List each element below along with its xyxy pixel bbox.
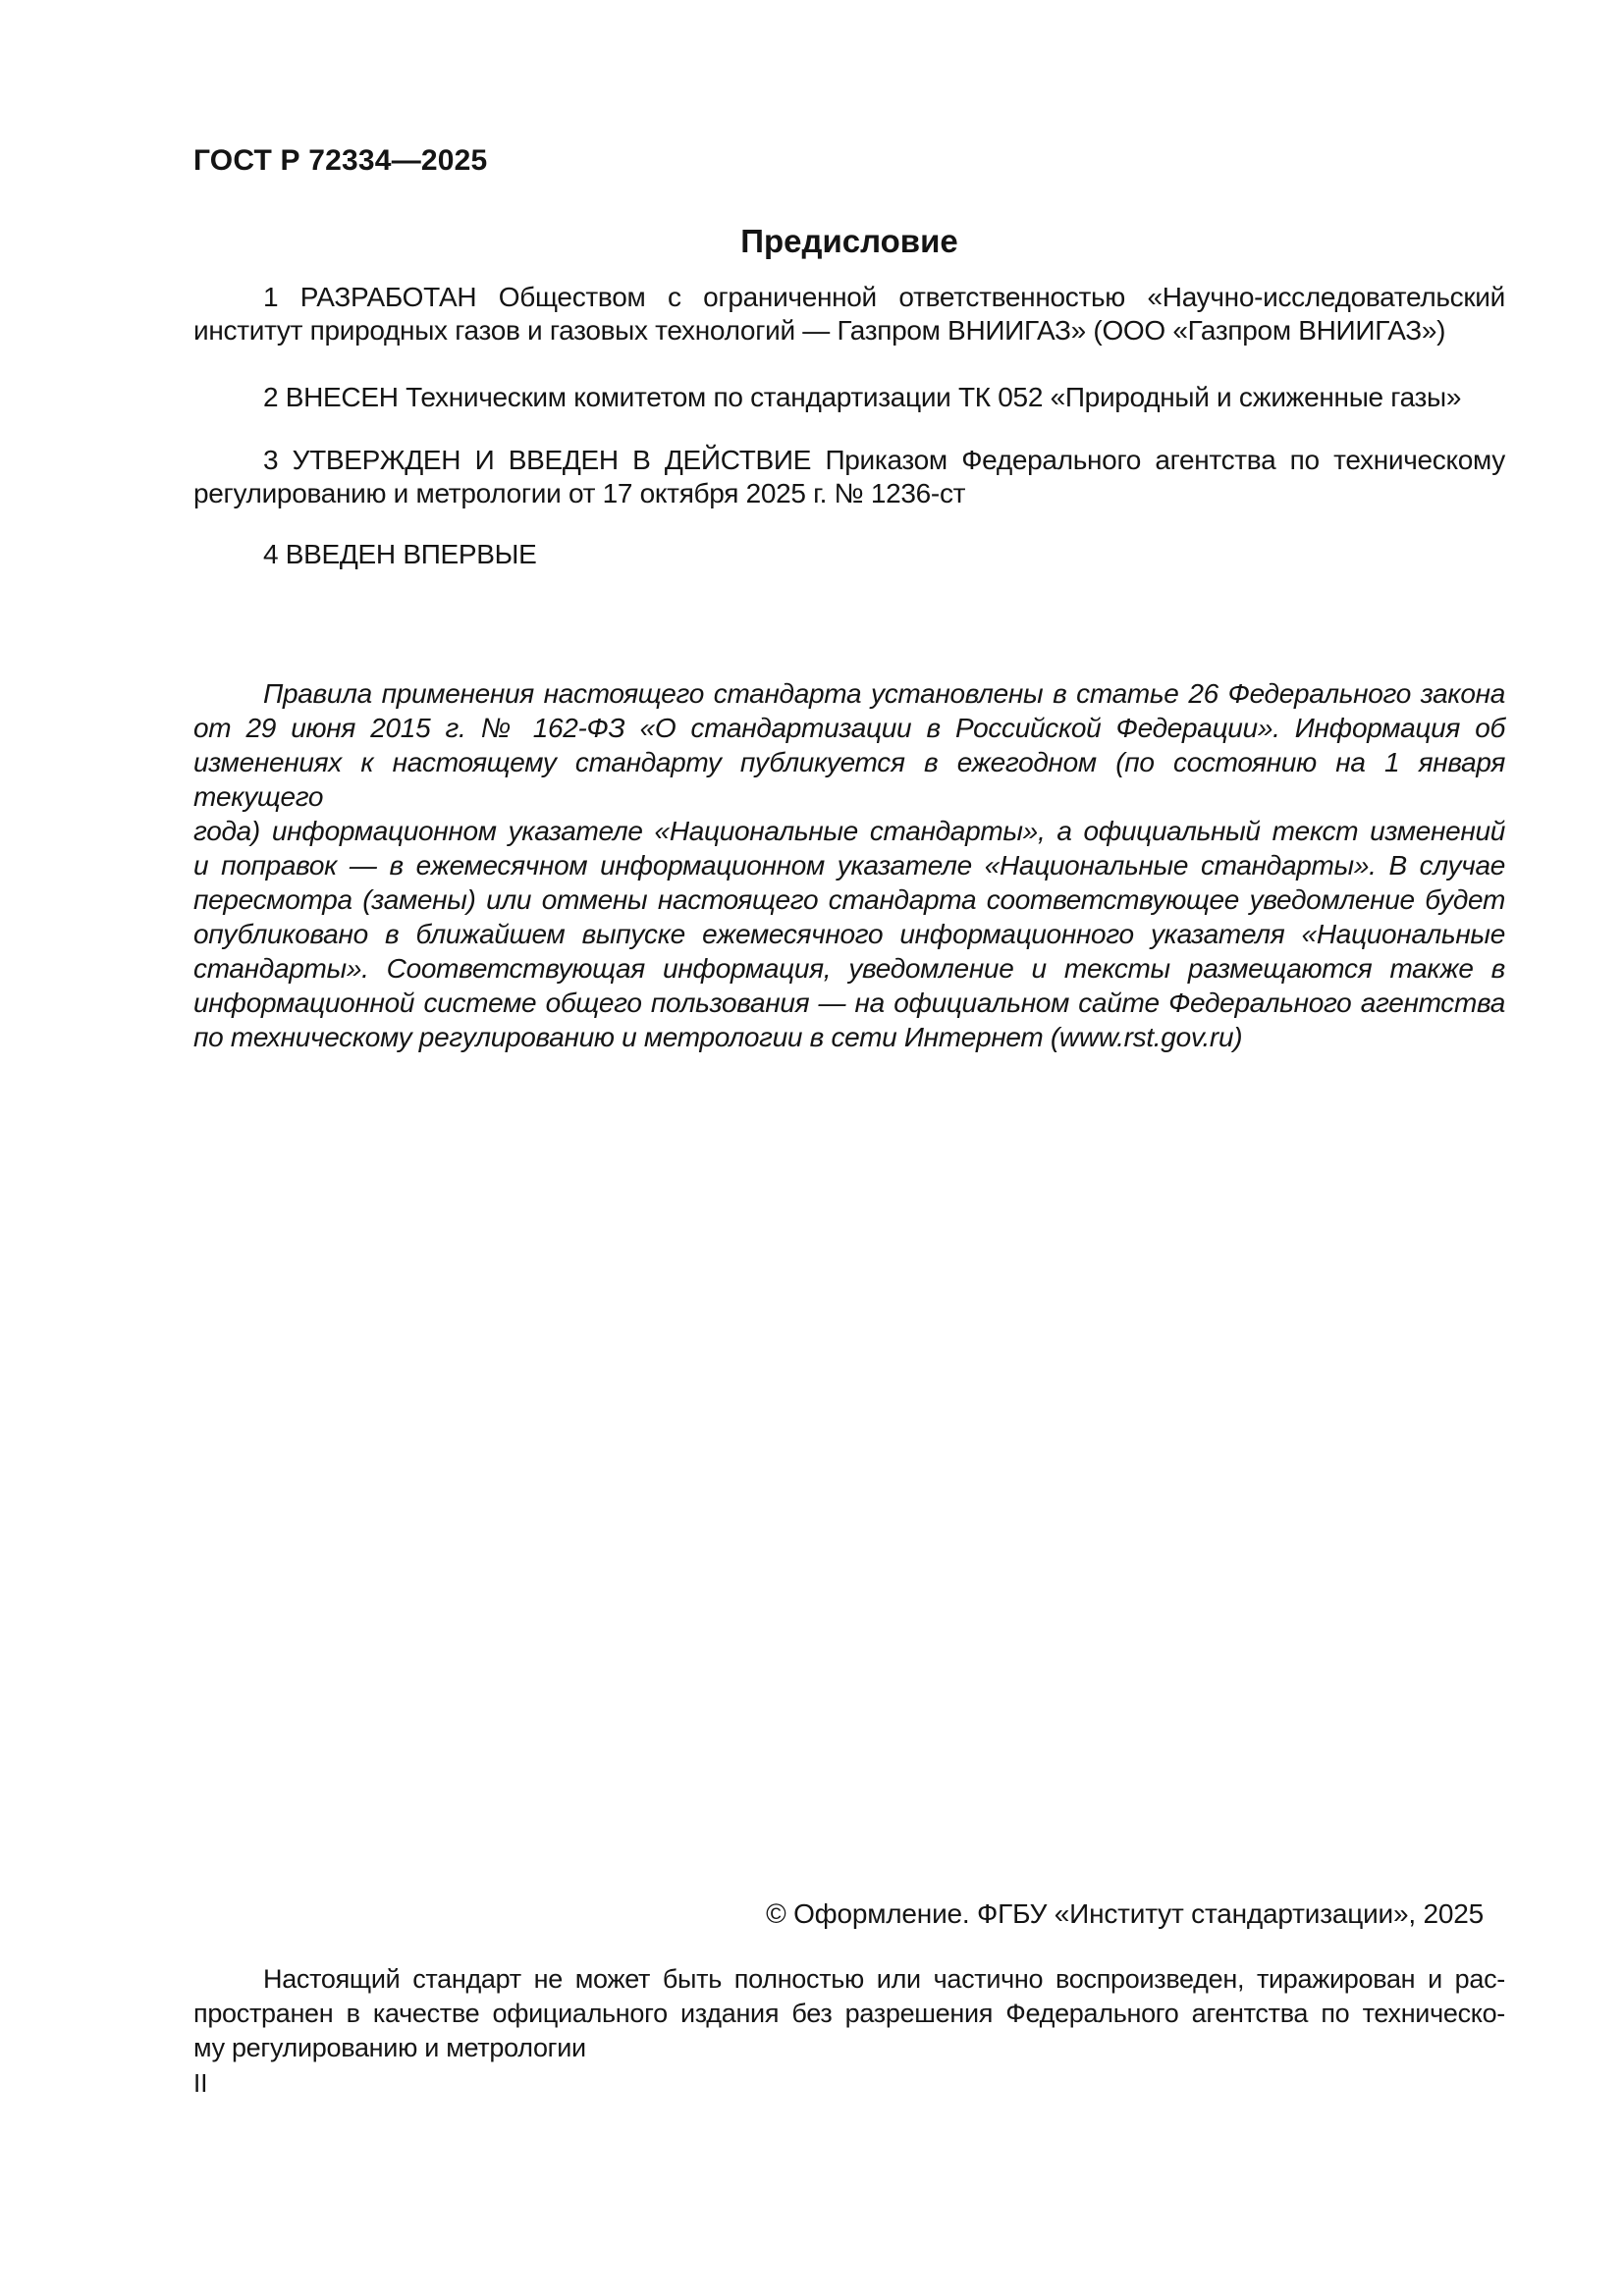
text-line: информационной системе общего пользования — на официальном сайте Федерального агентства xyxy=(193,988,1505,1018)
text-line: стандарты». Соответствующая информация, уведомление и тексты размещаются также в xyxy=(193,953,1505,984)
text-line: регулированию и метрологии от 17 октября 2025 г. № 1236-ст xyxy=(193,478,966,508)
text-line: Настоящий стандарт не может быть полностью или частично воспроизведен, тиражирован и рас- xyxy=(263,1964,1505,1994)
foreword-item-developed xyxy=(193,281,1505,347)
page-title: Предисловие xyxy=(740,223,958,259)
text-line: 4 ВВЕДЕН ВПЕРВЫЕ xyxy=(263,539,537,569)
text-line: му регулированию и метрологии xyxy=(193,2033,586,2062)
text-line: года) информационном указателе «Национальные стандарты», а официальный текст изменений xyxy=(193,816,1505,846)
text-line: и поправок — в ежемесячном информационном указателе «Национальные стандарты». В случае xyxy=(193,850,1505,881)
text-line: по техническому регулированию и метрологии в сети Интернет (www.rst.gov.ru) xyxy=(193,1022,1243,1052)
text-line: 1 РАЗРАБОТАН Обществом с ограниченной ответственностью «Научно-исследовательский xyxy=(263,282,1505,312)
text-line: опубликовано в ближайшем выпуске ежемесячного информационного указателя «Национальные xyxy=(193,919,1505,949)
foreword-item-submitted xyxy=(193,381,1505,414)
text-line: институт природных газов и газовых технологий — Газпром ВНИИГАЗ» (ООО «Газпром ВНИИГАЗ») xyxy=(193,315,1446,346)
text-line: пересмотра (замены) или отмены настоящего стандарта соответствующее уведомление будет xyxy=(193,884,1505,915)
reproduction-notice xyxy=(193,1962,1505,2065)
text-line: Правила применения настоящего стандарта установлены в статье 26 Федерального закона xyxy=(263,678,1505,709)
copyright-line: © Оформление. ФГБУ «Институт стандартизации», 2025 xyxy=(766,1898,1484,1929)
foreword-item-approved xyxy=(193,444,1505,510)
text-line: 3 УТВЕРЖДЕН И ВВЕДЕН В ДЕЙСТВИЕ Приказом Федерального агентства по техническому xyxy=(263,445,1505,475)
legal-notice xyxy=(193,676,1505,1054)
text-line: 2 ВНЕСЕН Техническим комитетом по стандартизации ТК 052 «Природный и сжиженные газы» xyxy=(263,382,1462,412)
document-code: ГОСТ Р 72334—2025 xyxy=(193,144,488,177)
text-line: изменениях к настоящему стандарту публикуется в ежегодном (по состоянию на 1 января текущего xyxy=(193,747,1505,812)
text-line: от 29 июня 2015 г. № 162-ФЗ «О стандартизации в Российской Федерации». Информация об xyxy=(193,713,1505,743)
text-line: пространен в качестве официального издания без разрешения Федерального агентства по техническо- xyxy=(193,1999,1505,2028)
page-number: II xyxy=(193,2068,208,2098)
foreword-item-introduced xyxy=(193,538,1505,571)
